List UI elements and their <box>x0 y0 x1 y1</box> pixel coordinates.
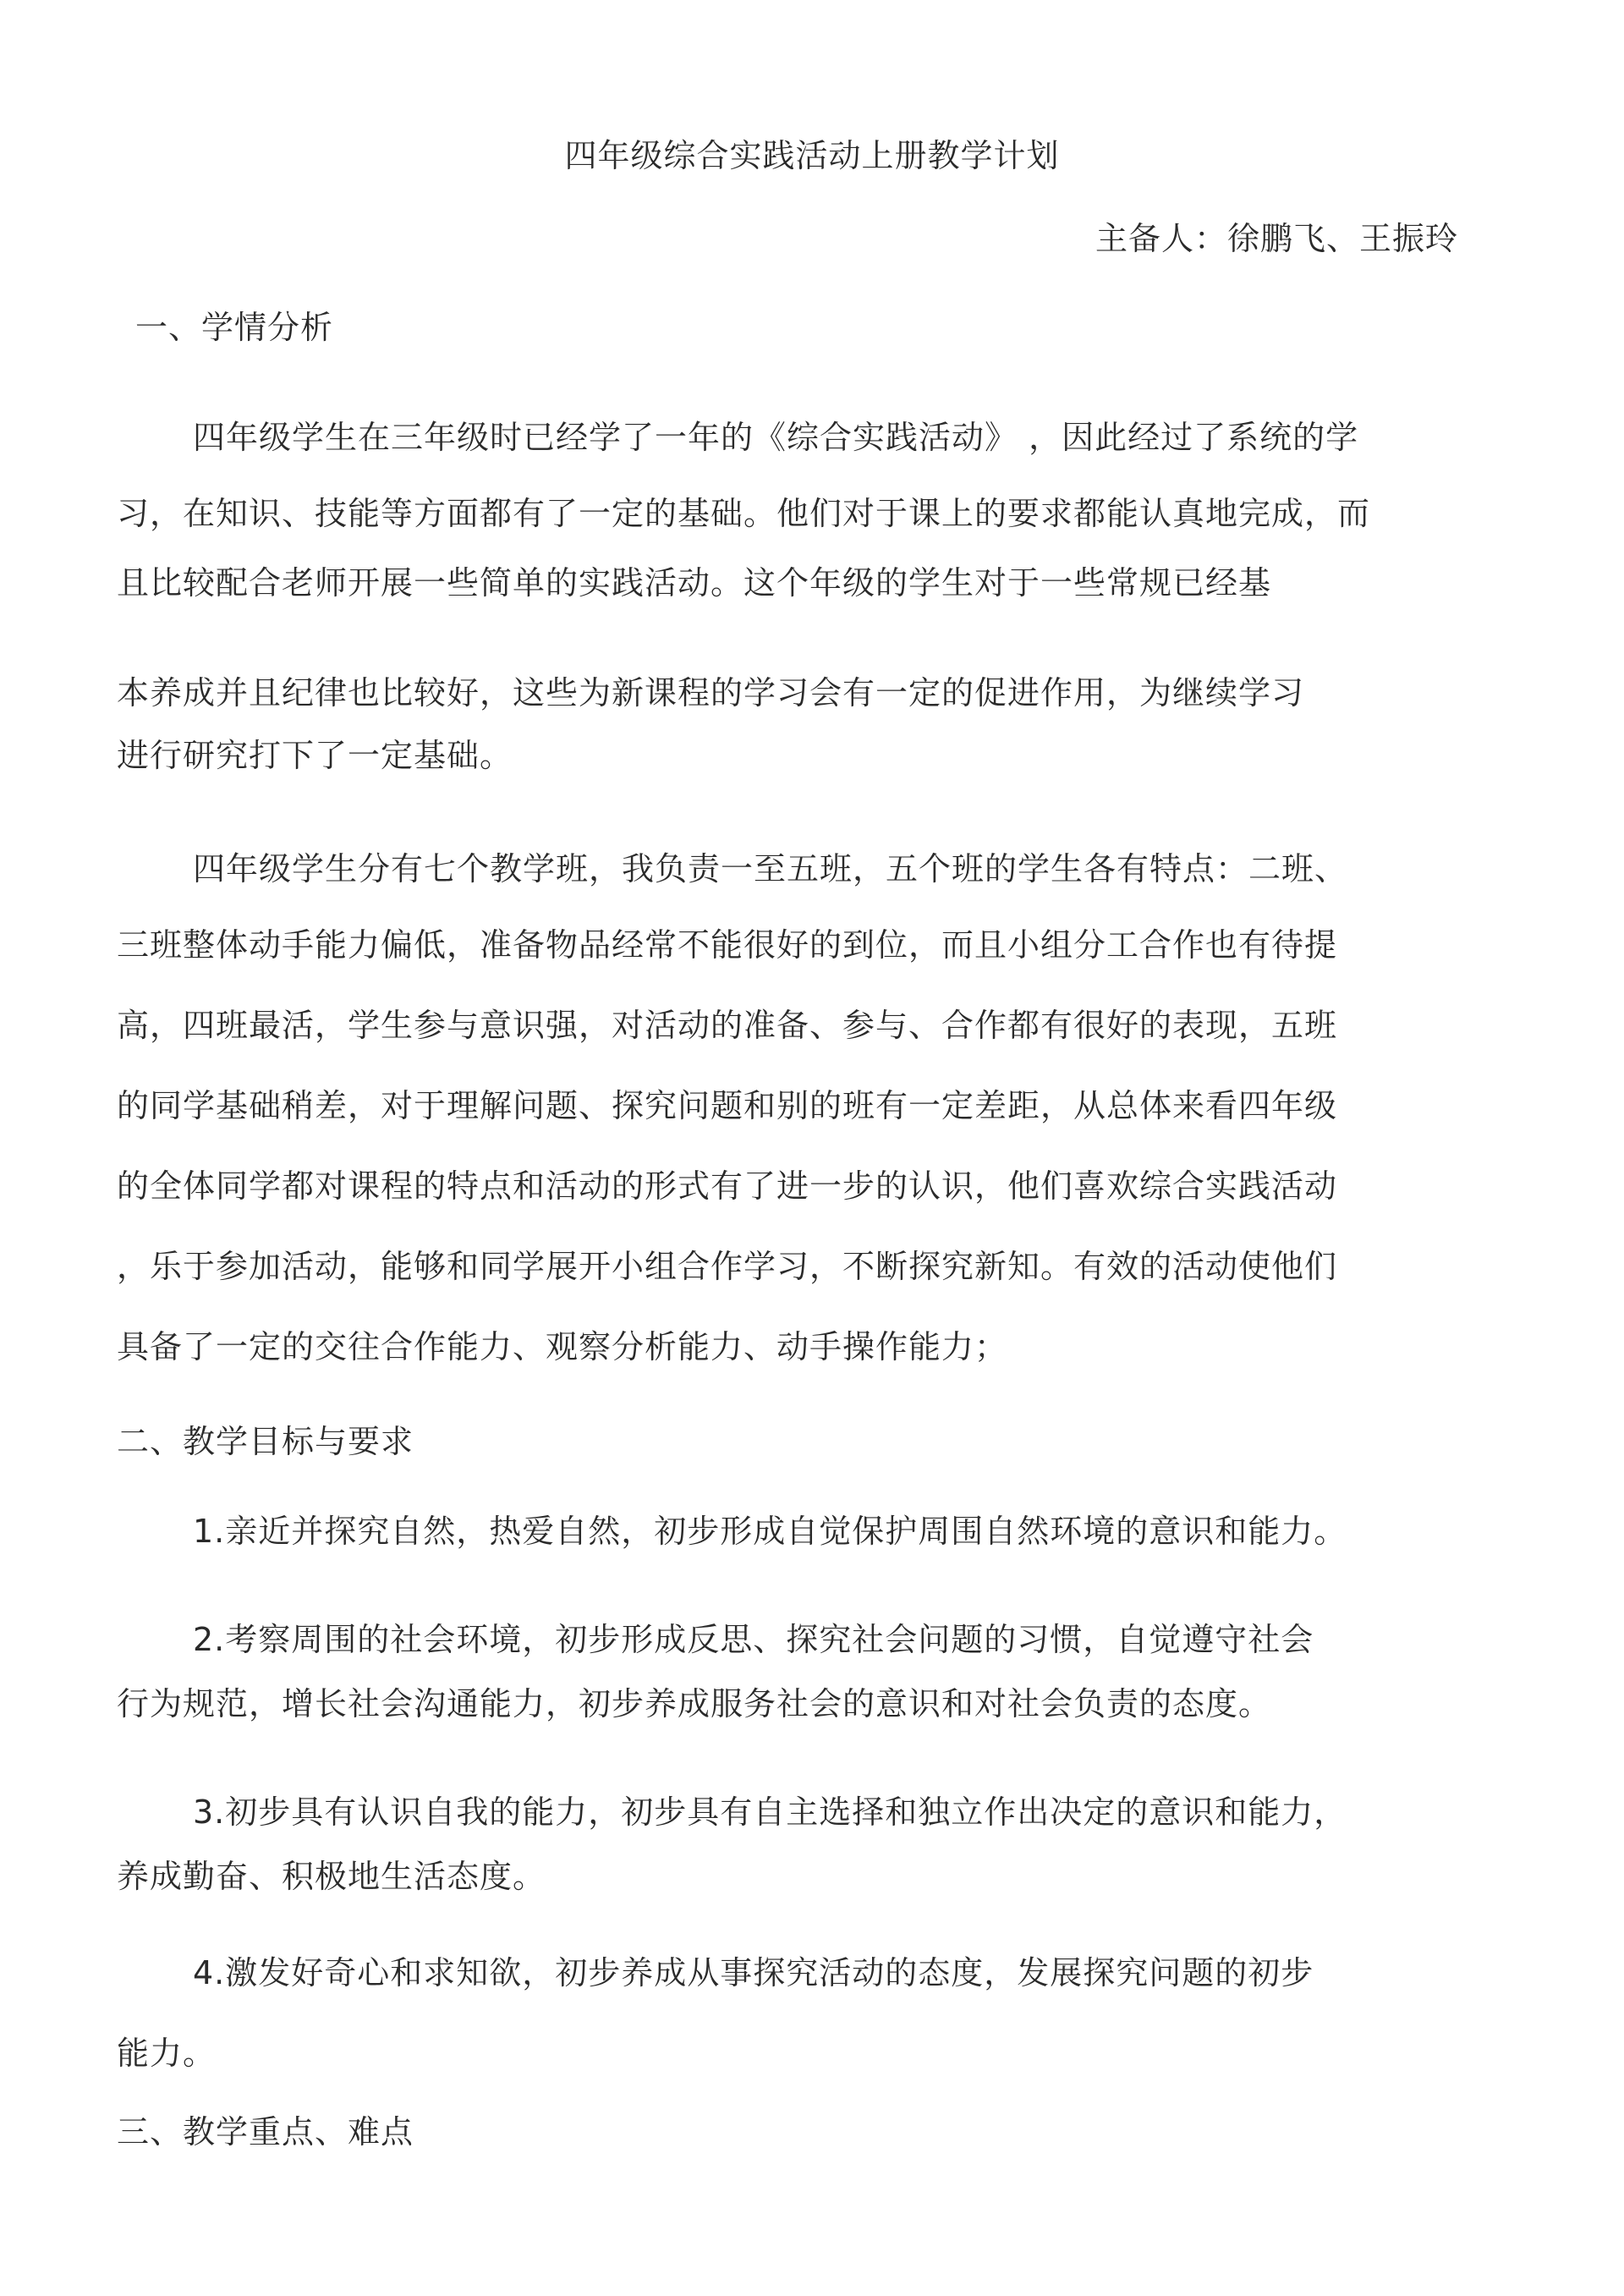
paragraph-line: 的同学基础稍差，对于理解问题、探究问题和别的班有一定差距，从总体来看四年级 <box>117 1087 1338 1124</box>
goal-text: 考察周围的社会环境，初步形成反思、探究社会问题的习惯，自觉遵守社会 <box>225 1621 1314 1658</box>
document-title: 四年级综合实践活动上册教学计划 <box>564 137 1060 174</box>
goal-text: 激发好奇心和求知欲，初步养成从事探究活动的态度，发展探究问题的初步 <box>225 1954 1314 1991</box>
goal-number: 3. <box>193 1793 226 1831</box>
paragraph-line: ，乐于参加活动，能够和同学展开小组合作学习，不断探究新知。有效的活动使他们 <box>117 1248 1338 1285</box>
paragraph-line: 且比较配合老师开展一些简单的实践活动。这个年级的学生对于一些常规已经基 <box>117 564 1272 601</box>
goal-text-continued: 能力。 <box>117 2035 217 2072</box>
paragraph-line: 的全体同学都对课程的特点和活动的形式有了进一步的认识，他们喜欢综合实践活动 <box>117 1167 1338 1205</box>
goal-number: 4. <box>193 1954 226 1991</box>
goal-number: 1. <box>193 1513 226 1550</box>
goal-item-4 <box>193 1953 1314 1993</box>
goal-number: 2. <box>193 1621 226 1658</box>
paragraph-line: 具备了一定的交往合作能力、观察分析能力、动手操作能力； <box>117 1328 1008 1365</box>
goal-item-1 <box>193 1511 1347 1552</box>
section-heading-3: 三、教学重点、难点 <box>117 2113 414 2150</box>
goal-text: 初步具有认识自我的能力，初步具有自主选择和独立作出决定的意识和能力， <box>225 1793 1347 1831</box>
paragraph-line: 四年级学生在三年级时已经学了一年的《综合实践活动》 ，因此经过了系统的学 <box>193 419 1359 456</box>
paragraph-line: 三班整体动手能力偏低，准备物品经常不能很好的到位，而且小组分工合作也有待提 <box>117 926 1338 964</box>
goal-text: 亲近并探究自然，热爱自然，初步形成自觉保护周围自然环境的意识和能力。 <box>225 1513 1347 1550</box>
paragraph-line: 进行研究打下了一定基础。 <box>117 737 513 774</box>
goal-text-continued: 行为规范，增长社会沟通能力，初步养成服务社会的意识和对社会负责的态度。 <box>117 1685 1272 1722</box>
paragraph-line: 四年级学生分有七个教学班，我负责一至五班，五个班的学生各有特点：二班、 <box>193 850 1348 887</box>
section-heading-1: 一、学情分析 <box>135 309 334 346</box>
paragraph-line: 高，四班最活，学生参与意识强，对活动的准备、参与、合作都有很好的表现，五班 <box>117 1007 1338 1044</box>
goal-item-3 <box>193 1792 1347 1832</box>
goal-item-2 <box>193 1619 1314 1660</box>
section-heading-2: 二、教学目标与要求 <box>117 1423 414 1460</box>
paragraph-line: 本养成并且纪律也比较好，这些为新课程的学习会有一定的促进作用，为继续学习 <box>117 674 1305 711</box>
goal-text-continued: 养成勤奋、积极地生活态度。 <box>117 1858 546 1895</box>
author-line: 主备人：徐鹏飞、王振玲 <box>1095 220 1459 257</box>
paragraph-line: 习，在知识、技能等方面都有了一定的基础。他们对于课上的要求都能认真地完成，而 <box>117 495 1371 532</box>
